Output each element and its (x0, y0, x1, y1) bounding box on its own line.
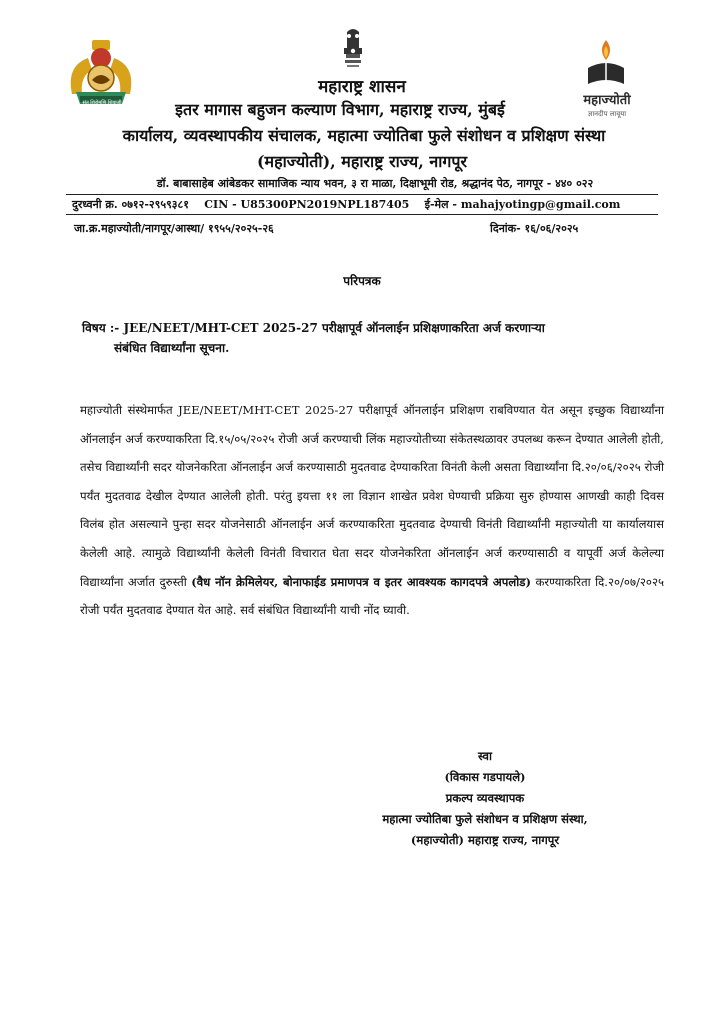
signature-block (330, 746, 640, 851)
reference-number: जा.क्र.महाज्योती/नागपूर/आस्था/ १९५५/२०२५-२६ (74, 222, 274, 235)
brand-name: महाज्योती (583, 93, 631, 108)
body-paragraph (80, 396, 664, 625)
body-text-end: करण्याकरिता दि.२०/०७/२०२५ रोजी पर्यंत मुदतवाढ देण्यात येत आहे. सर्व संबंधित विद्यार्थ्यांनी याची नोंद घ्यावी. (80, 574, 665, 618)
letter-date: दिनांक- १६/०६/२०२५ (490, 222, 579, 235)
body-text-main: महाज्योती संस्थेमार्फत JEE/NEET/MHT-CET 2025-27 परीक्षापूर्व ऑनलाईन प्रशिक्षण राबविण्यात येत असून इच्छुक विद्यार्थ्यांना ऑनलाईन अर्ज करण्याकरिता दि.१५/०५/२०२५ रोजी अर्ज करण्याची लिंक महाज्योतीच्या संकेतस्थळावर उपलब्ध करून देण्यात आलेली होती, तसेच विद्यार्थ्यांनी सदर योजनेकरिता ऑनलाईन अर्ज करण्यासाठी मुदतवाढ देण्याकरिता विनंती केली असता विद्यार्थ्यांना दि.२०/०६/२०२५ रोजी पर्यंत मुदतवाढ देखील देण्यात आलेली होती. परंतु इयत्ता ११ ला विज्ञान शाखेत प्रवेश घेण्याची प्रक्रिया सुरु होण्यास आणखी काही दिवस विलंब होत असल्याने पुन्हा सदर योजनेसाठी ऑनलाईन अर्ज करण्याकरिता मुदतवाढ देण्याची विनंती विद्यार्थ्यांनी महाज्योती या कार्यालयास केलेली आहे. त्यामुळे विद्यार्थ्यांनी केलेली विनंती विचारात घेता सदर योजनेकरिता ऑनलाईन अर्ज करण्यासाठी व यापूर्वी अर्ज केलेल्या विद्यार्थ्यांना अर्जात दुरुस्ती (80, 403, 664, 589)
body-text-bold: (वैध नॉन क्रेमिलेयर, बोनाफाईड प्रमाणपत्र व इतर आवश्यक कागदपत्रे अपलोड) (191, 574, 531, 589)
department-line: इतर मागास बहुजन कल्याण विभाग, महाराष्ट्र राज्य, मुंबई (175, 100, 505, 119)
address-line: डॉ. बाबासाहेब आंबेडकर सामाजिक न्याय भवन, ३ रा माळा, दिक्षाभूमी रोड, श्रद्धानंद पेठ, नागपूर - ४४० ०२२ (156, 177, 594, 190)
subject-line-1: विषय :- JEE/NEET/MHT-CET 2025-27 परीक्षापूर्व ऑनलाईन प्रशिक्षणाकरिता अर्ज करणाऱ्या (82, 321, 545, 335)
left-seal-caption: संत शिरोमणि शिवाजी (82, 100, 122, 106)
header-divider-bottom (66, 214, 658, 215)
subject-line-2: संबंधित विद्यार्थ्यांना सूचना. (114, 341, 230, 355)
office-short-line: (महाज्योती), महाराष्ट्र राज्य, नागपूर (256, 152, 468, 171)
email-address: ई-मेल - mahajyotingp@gmail.com (424, 198, 621, 211)
national-emblem-icon (338, 26, 368, 72)
signatory-org: महात्मा ज्योतिबा फुले संशोधन व प्रशिक्षण संस्था, (382, 812, 588, 826)
office-line: कार्यालय, व्यवस्थापकीय संचालक, महात्मा ज्योतिबा फुले संशोधन व प्रशिक्षण संस्था (122, 126, 606, 145)
contact-line (72, 197, 672, 212)
subject-block (82, 318, 642, 358)
phone-number: दुरध्वनी क्र. ०७१२-२९५९३८१ (72, 198, 189, 211)
header-divider-top (66, 194, 658, 195)
brand-tagline: ज्ञानदीप लावूया (587, 110, 627, 118)
govt-title: महाराष्ट्र शासन (318, 77, 406, 97)
cin-number: CIN - U85300PN2019NPL187405 (204, 198, 410, 211)
signatory-designation: प्रकल्प व्यवस्थापक (445, 791, 525, 805)
circular-title: परिपत्रक (343, 274, 381, 288)
signatory-name: (विकास गडपायले) (444, 770, 526, 784)
signature-mark: स्वा (478, 749, 492, 763)
signatory-org-short: (महाज्योती) महाराष्ट्र राज्य, नागपूर (410, 833, 560, 847)
